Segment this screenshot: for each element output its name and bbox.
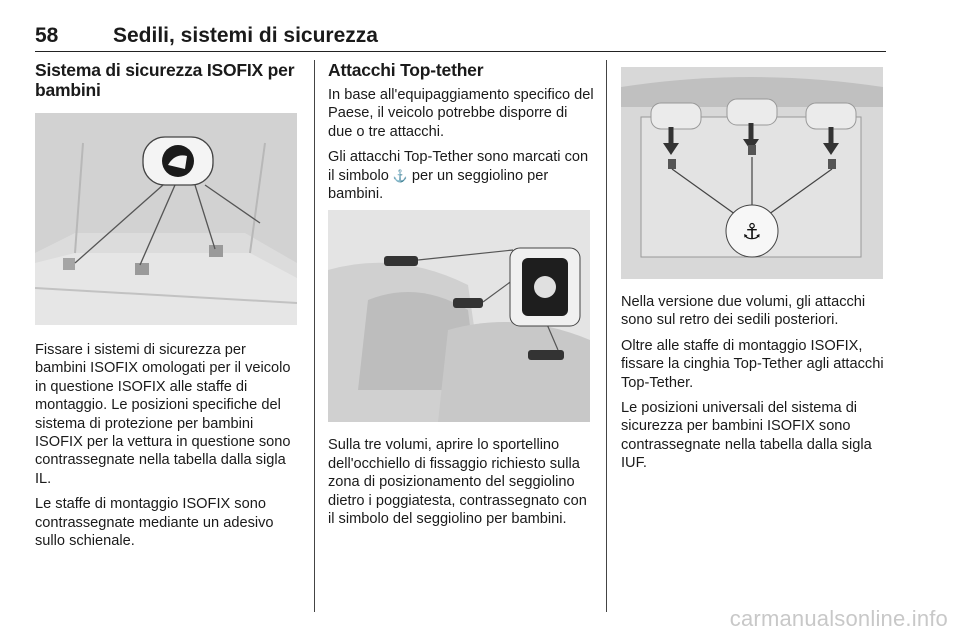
site-watermark: carmanualsonline.info bbox=[729, 606, 948, 631]
hatchback-anchors-figure bbox=[621, 67, 883, 279]
column-divider bbox=[606, 60, 607, 612]
top-tether-paragraph: Sulla tre volumi, aprire lo sportellino dell'occhiello di fissaggio richiesto sulla zona di posizionamento del seggiolino dietro i poggiatesta, contrassegnato con il simbolo del seggiolino per bambini. bbox=[328, 437, 587, 528]
hatchback-paragraph: Oltre alle staffe di montaggio ISOFIX, fissare la cinghia Top-Tether agli attacchi Top-Tether. bbox=[621, 337, 884, 391]
hatchback-paragraph: Nella versione due volumi, gli attacchi sono sul retro dei sedili posteriori. bbox=[621, 294, 866, 329]
hatchback-paragraph: Le posizioni universali del sistema di sicurezza per bambini ISOFIX sono contrassegnate nella tabella dalla sigla IUF. bbox=[621, 400, 872, 472]
column-hatchback bbox=[621, 60, 886, 480]
page-number: 58 bbox=[35, 24, 59, 47]
top-tether-figure bbox=[328, 210, 590, 422]
column-top-tether bbox=[328, 60, 594, 535]
top-tether-paragraph: In base all'equipaggiamento specifico del Paese, il veicolo potrebbe disporre di due o tre attacchi. bbox=[328, 87, 594, 140]
anchor-seat-icon: ⚓ bbox=[742, 220, 762, 245]
anchor-seat-icon: ⚓ bbox=[392, 168, 408, 183]
page-header bbox=[35, 24, 885, 52]
top-tether-heading: Attacchi Top-tether bbox=[328, 60, 484, 80]
column-divider bbox=[314, 60, 315, 612]
header-divider bbox=[35, 51, 886, 52]
top-tether-paragraph: Gli attacchi Top-Tether sono marcati con il simbolo ⚓ per un seggiolino per bambini. bbox=[328, 149, 589, 203]
isofix-heading: Sistema di sicurezza ISOFIX per bambini bbox=[35, 60, 295, 100]
isofix-seat-figure bbox=[35, 113, 297, 325]
section-title: Sedili, sistemi di sicurezza bbox=[113, 24, 378, 47]
isofix-paragraph: Fissare i sistemi di sicurezza per bambini ISOFIX omologati per il veicolo in questione ISOFIX alle staffe di montaggio. Le posizioni specifiche del sistema di protezione per bambini ISOFIX per la vettura in questione sono contrassegnate nella tabella dalla sigla IL. bbox=[35, 342, 291, 487]
isofix-paragraph: Le staffe di montaggio ISOFIX sono contrassegnate mediante un adesivo sullo schienale. bbox=[35, 496, 274, 550]
column-isofix bbox=[35, 60, 300, 557]
